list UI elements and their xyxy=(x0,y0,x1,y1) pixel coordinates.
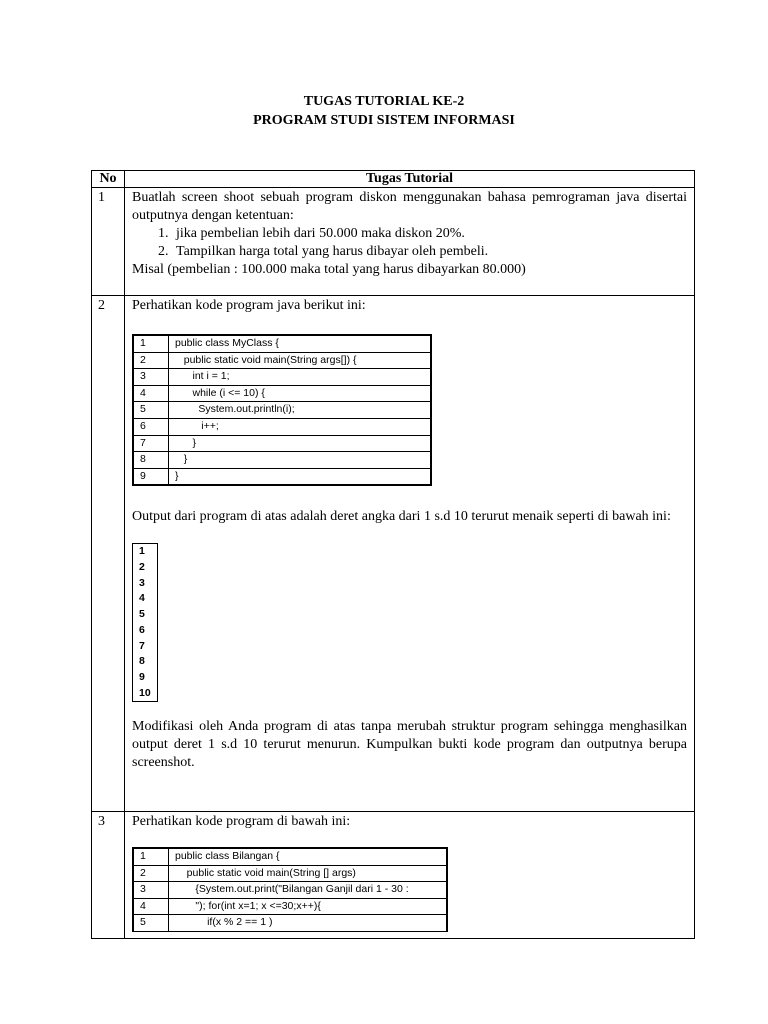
output-value: 1 xyxy=(139,545,145,558)
code-line: public static void main(String [] args) xyxy=(169,865,447,882)
header-no: No xyxy=(92,171,125,188)
row-number: 1 xyxy=(92,188,125,296)
output-value: 4 xyxy=(139,592,145,605)
row-number: 3 xyxy=(92,812,125,939)
table-row xyxy=(92,296,695,812)
output-value: 9 xyxy=(139,670,145,683)
code-listing: 1 public class Bilangan { 2 public static void main(String [] args) 3 {System.out.print("Bilangan Ganjil dari 1 - 30 : 4 "); for(int x=1; x <=30;x++){ 5 if(x % 2 == 1 ) xyxy=(132,847,448,932)
document-subtitle: PROGRAM STUDI SISTEM INFORMASI xyxy=(253,113,515,128)
task-example: Misal (pembelian : 100.000 maka total yang harus dibayarkan 80.000) xyxy=(132,262,526,277)
task-content xyxy=(125,188,695,296)
table-row xyxy=(92,812,695,939)
task-intro: Perhatikan kode program di bawah ini: xyxy=(132,814,351,829)
code-line: public class MyClass { xyxy=(169,336,431,353)
output-description: Output dari program di atas adalah deret angka dari 1 s.d 10 terurut menaik seperti di bawah ini: xyxy=(132,509,671,525)
list-item: 1. jika pembelian lebih dari 50.000 maka diskon 20%. xyxy=(172,225,687,243)
task-intro: Perhatikan kode program java berikut ini: xyxy=(132,298,366,313)
output-value: 2 xyxy=(139,561,145,574)
output-value: 3 xyxy=(139,576,145,589)
code-line: public static void main(String args[]) { xyxy=(169,352,431,369)
task-content xyxy=(125,812,695,939)
header-task: Tugas Tutorial xyxy=(125,171,695,188)
task-intro: Buatlah screen shoot sebuah program diskon menggunakan bahasa pemrograman java disertai outputnya dengan ketentuan: xyxy=(132,190,687,223)
table-row xyxy=(92,188,695,296)
output-value: 10 xyxy=(139,686,151,699)
output-value: 8 xyxy=(139,655,145,668)
task-requirements-list xyxy=(132,225,687,261)
output-listing xyxy=(132,543,158,702)
code-line: public class Bilangan { xyxy=(169,849,447,866)
output-value: 6 xyxy=(139,623,145,636)
code-listing: 1 public class MyClass { 2 public static void main(String args[]) { 3 int i = 1; 4 while (i <= 10) { 5 System.out.println(i); 6 i++; 7 } 8 } 9 } xyxy=(132,334,432,486)
output-value: 7 xyxy=(139,639,145,652)
code-line: "); for(int x=1; x <=30;x++){ xyxy=(169,898,447,915)
task-instruction: Modifikasi oleh Anda program di atas tanpa merubah struktur program sehingga menghasilkan output deret 1 s.d 10 terurut menurun. Kumpulkan bukti kode program dan outputnya berupa screenshot. xyxy=(132,719,687,771)
row-number: 2 xyxy=(92,296,125,812)
code-line: int i = 1; xyxy=(169,369,431,386)
code-line: } xyxy=(169,468,431,485)
code-line: if(x % 2 == 1 ) xyxy=(169,915,447,932)
table-header-row xyxy=(92,171,695,188)
code-line: {System.out.print("Bilangan Ganjil dari 1 - 30 : xyxy=(169,882,447,899)
output-value: 5 xyxy=(139,608,145,621)
code-line: while (i <= 10) { xyxy=(169,385,431,402)
document-title: TUGAS TUTORIAL KE-2 xyxy=(303,94,465,109)
task-content xyxy=(125,296,695,812)
code-line: i++; xyxy=(169,418,431,435)
code-line: } xyxy=(169,452,431,469)
list-item: 2. Tampilkan harga total yang harus dibayar oleh pembeli. xyxy=(172,243,687,261)
task-table xyxy=(91,170,695,939)
code-line: } xyxy=(169,435,431,452)
code-line: System.out.println(i); xyxy=(169,402,431,419)
